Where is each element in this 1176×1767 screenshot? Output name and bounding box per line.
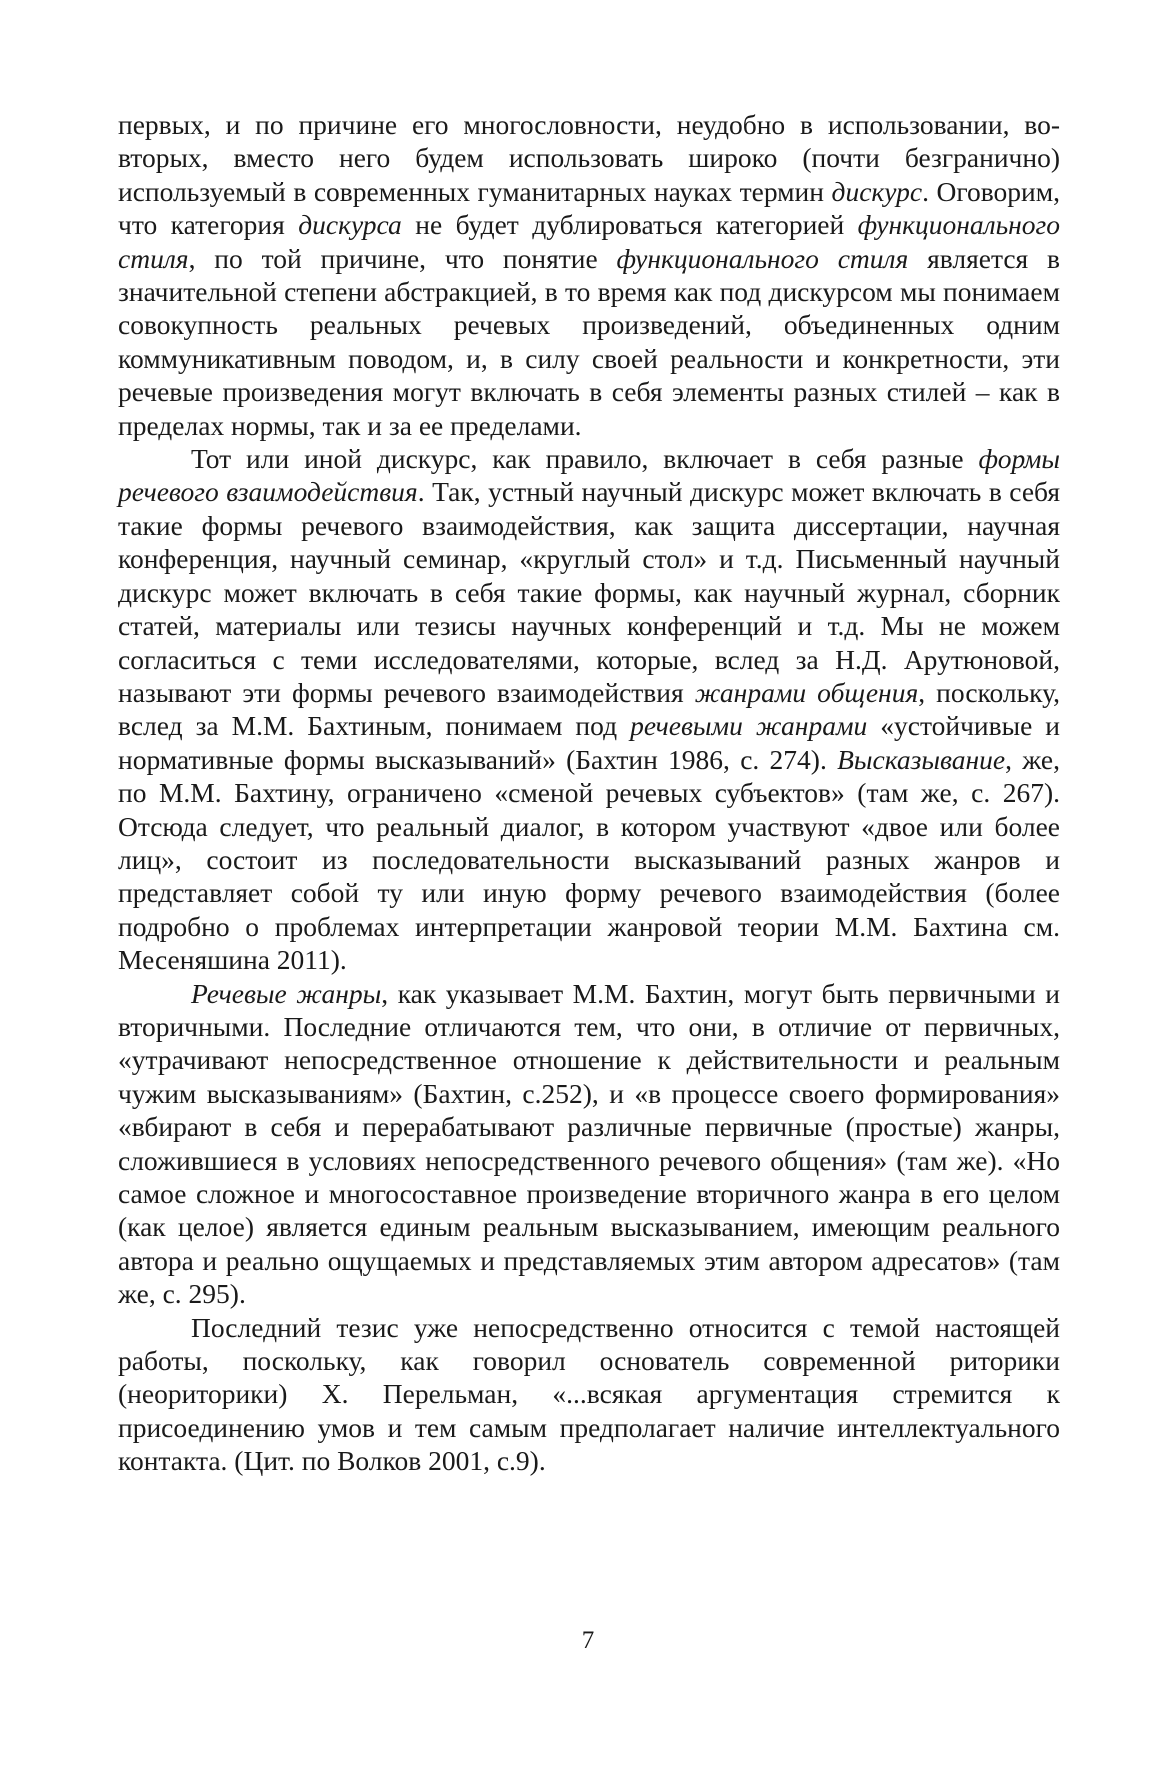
text-run: не будет дублироваться категорией bbox=[401, 209, 858, 241]
text-run: . Так, устный научный дискурс может включать в себя такие формы речевого взаимодействия, как защита диссертации, научная конференция, научный семинар, «круглый стол» и т.д. Письменный научный дискурс может включать в себя такие формы, как научный журнал, сборник статей, материалы или тезисы научных конференций и т.д. Мы не можем согласиться с теми исследователями, которые, вслед за Н.Д. Арутюновой, называют эти формы речевого взаимодействия bbox=[118, 476, 1061, 708]
paragraph-4 bbox=[118, 1311, 1060, 1478]
text-run: Тот или иной дискурс, как правило, включает в себя разные bbox=[191, 443, 979, 475]
text-run: «устойчивые и нормативные формы высказываний» (Бахтин 1986, с. 274). bbox=[118, 710, 1060, 775]
text-run: является в значительной степени абстракцией, в то время как под дискурсом мы понимаем совокупность реальных речевых произведений, объединенных одним коммуникативным поводом, и, в силу своей реальности и конкретности, эти речевые произведения могут включать в себя элементы разных стилей – как в пределах нормы, так и за ее пределами. bbox=[118, 242, 1061, 441]
italic-term: формы речевого взаимодействия bbox=[118, 443, 1060, 508]
paragraph-1 bbox=[118, 108, 1060, 442]
italic-term: дискурс bbox=[831, 175, 923, 207]
italic-term: функционального стиля bbox=[118, 209, 1060, 274]
text-run: Последний тезис уже непосредственно относится с темой настоящей работы, поскольку, как говорил основатель современной риторики (неориторики) Х. Перельман, «...всякая аргументация стремится к присоединению умов и тем самым предполагает наличие интеллектуального контакта. (Цит. по Волков 2001, с.9). bbox=[118, 1311, 1060, 1477]
text-run: , же, по М.М. Бахтину, ограничено «сменой речевых субъектов» (там же, с. 267). Отсюда следует, что реальный диалог, в котором участвуют «двое или более лиц», состоит из последовательности высказываний разных жанров и представляет собой ту или иную форму речевого взаимодействия (более подробно о проблемах интерпретации жанровой теории М.М. Бахтина см. Месеняшина 2011). bbox=[118, 743, 1060, 976]
italic-term: Речевые жанры bbox=[191, 977, 382, 1009]
page-body bbox=[118, 108, 1060, 1478]
text-run: , как указывает М.М. Бахтин, могут быть первичными и вторичными. Последние отличаются тем, что они, в отличие от первичных, «утрачивают непосредственное отношение к действительности и реальным чужим высказываниям» (Бахтин, с.252), и «в процессе своего формирования» «вбирают в себя и перерабатывают различные первичные (простые) жанры, сложившиеся в условиях непосредственного речевого общения» (там же). «Но самое сложное и многосоставное произведение вторичного жанра в его целом (как целое) является единым реальным высказыванием, имеющим реального автора и реально ощущаемых и представляемых этим автором адресатов» (там же, с. 295). bbox=[118, 977, 1060, 1310]
paragraph-3 bbox=[118, 977, 1060, 1311]
italic-term: речевыми жанрами bbox=[630, 710, 868, 742]
text-run: , по той причине, что понятие bbox=[188, 242, 617, 274]
text-run: , поскольку, вслед за М.М. Бахтиным, понимаем под bbox=[118, 676, 1060, 742]
italic-term: Высказывание bbox=[837, 743, 1006, 775]
paragraph-2 bbox=[118, 442, 1060, 977]
page-number: 7 bbox=[581, 1627, 595, 1654]
italic-term: дискурса bbox=[298, 209, 402, 241]
italic-term: функционального стиля bbox=[616, 242, 909, 274]
text-run: первых, и по причине его многословности, неудобно в использовании, во-вторых, вместо него будем использовать широко (почти безгранично) используемый в современных гуманитарных науках термин bbox=[118, 109, 1060, 207]
text-run: . Оговорим, что категория bbox=[118, 175, 1060, 241]
italic-term: жанрами общения bbox=[694, 676, 919, 708]
